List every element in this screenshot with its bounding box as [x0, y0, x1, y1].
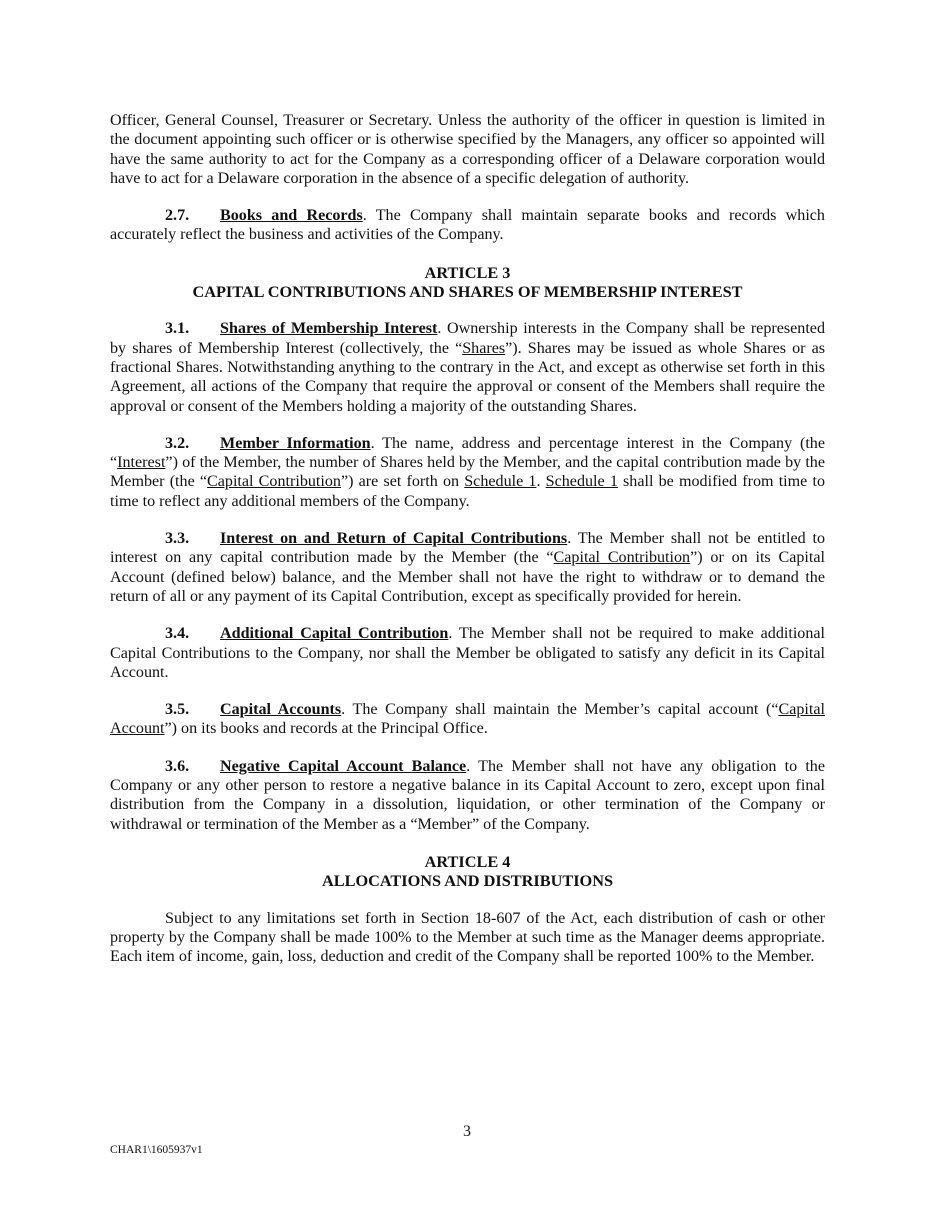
section-text: ”) are set forth on [340, 473, 465, 491]
section-number: 3.6. [165, 757, 190, 775]
section-number: 3.1. [165, 320, 190, 338]
section-text: . Ownership interests in the Company shall be represented by shares of Membership Interest (collectively, the “ [110, 320, 825, 357]
section-heading: Capital Accounts [220, 701, 342, 719]
section-text: . The Company shall maintain separate books and records which accurately reflect the business and activities of the Company. [110, 207, 825, 244]
article-3-heading [110, 263, 825, 302]
section-text: . The name, address and percentage interest in the Company (the “ [110, 434, 825, 472]
section-3-5 [110, 700, 825, 739]
article-label: ARTICLE 3 [424, 262, 511, 282]
intro-paragraph: Officer, General Counsel, Treasurer or Secretary. Unless the authority of the officer in question is limited in the document appointing such officer or is otherwise specified by the Managers, any officer so appointed will have the same authority to act for the Company as a corresponding officer of a Delaware corporation would have to act for a Delaware corporation in the absence of a specific delegation of authority. [110, 112, 825, 187]
section-2-7 [110, 206, 825, 245]
article-4-heading [110, 852, 825, 891]
section-text: . The Member shall not be entitled to interest on any capital contribution made by the Member (the “ [110, 530, 825, 567]
section-3-6 [110, 757, 825, 834]
section-text: . The Company shall maintain the Member’s capital account (“ [341, 701, 779, 719]
section-number: 3.4. [165, 625, 190, 643]
section-text: . The Member shall not be required to make additional Capital Contributions to the Company, nor shall the Member be obligated to satisfy any deficit in its Capital Account. [110, 625, 826, 681]
defined-term: Capital Account [110, 701, 825, 738]
section-text: ”) or on its Capital Account (defined below) balance, and the Member shall not have the right to withdraw or to demand the return of all or any payment of its Capital Contribution, except as specifically provided for herein. [110, 549, 825, 605]
section-text: shall be modified from time to time to reflect any additional members of the Company. [110, 473, 826, 510]
section-3-4 [110, 624, 825, 682]
defined-term: Shares [462, 339, 506, 357]
article-label: ARTICLE 4 [424, 851, 511, 871]
section-text: . [536, 473, 546, 491]
section-number: 3.5. [165, 701, 190, 719]
section-3-1 [110, 319, 825, 415]
article-4-paragraph: Subject to any limitations set forth in Section 18-607 of the Act, each distribution of cash or other property by the Company shall be made 100% to the Member at such time as the Manager deems appropriate. Each item of income, gain, loss, deduction and credit of the Company shall be reported 100% to the Member. [110, 909, 825, 966]
defined-term: Interest [117, 454, 166, 472]
article-title: ALLOCATIONS AND DISTRIBUTIONS [321, 871, 614, 891]
section-text: ”). Shares may be issued as whole Shares or as fractional Shares. Notwithstanding anything to the contrary in the Act, and except as otherwise set forth in this Agreement, all actions of the Company that require the approval or consent of the Members shall require the approval or consent of the Members holding a majority of the outstanding Shares. [110, 339, 826, 415]
section-3-3 [110, 529, 825, 606]
page-number: 3 [463, 1123, 471, 1140]
section-3-2 [110, 434, 825, 511]
section-heading: Negative Capital Account Balance [220, 757, 467, 775]
defined-term: Capital Contribution [207, 473, 341, 491]
section-heading: Member Information [220, 434, 371, 452]
section-number: 2.7. [165, 207, 190, 225]
section-heading: Interest on and Return of Capital Contributions [220, 530, 568, 548]
document-page [110, 111, 825, 984]
section-text: ”) of the Member, the number of Shares held by the Member, and the capital contribution made by the Member (the “ [110, 454, 825, 491]
section-number: 3.2. [165, 434, 190, 452]
defined-term: Capital Contribution [553, 549, 691, 567]
section-text: ”) on its books and records at the Principal Office. [164, 720, 488, 738]
section-text: . The Member shall not have any obligation to the Company or any other person to restore a negative balance in its Capital Account to zero, except upon final distribution from the Company in a dissolution, liquidation, or other termination of the Company or withdrawal or termination of the Member as a “Member” of the Company. [110, 757, 825, 833]
schedule-reference: Schedule 1 [464, 473, 537, 491]
section-heading: Additional Capital Contribution [220, 625, 449, 643]
document-id: CHAR1\1605937v1 [110, 1144, 203, 1156]
schedule-reference: Schedule 1 [545, 473, 618, 491]
section-heading: Shares of Membership Interest [220, 320, 438, 338]
section-number: 3.3. [165, 530, 190, 548]
section-heading: Books and Records [220, 207, 363, 225]
article-title: CAPITAL CONTRIBUTIONS AND SHARES OF MEMBERSHIP INTEREST [192, 282, 743, 302]
